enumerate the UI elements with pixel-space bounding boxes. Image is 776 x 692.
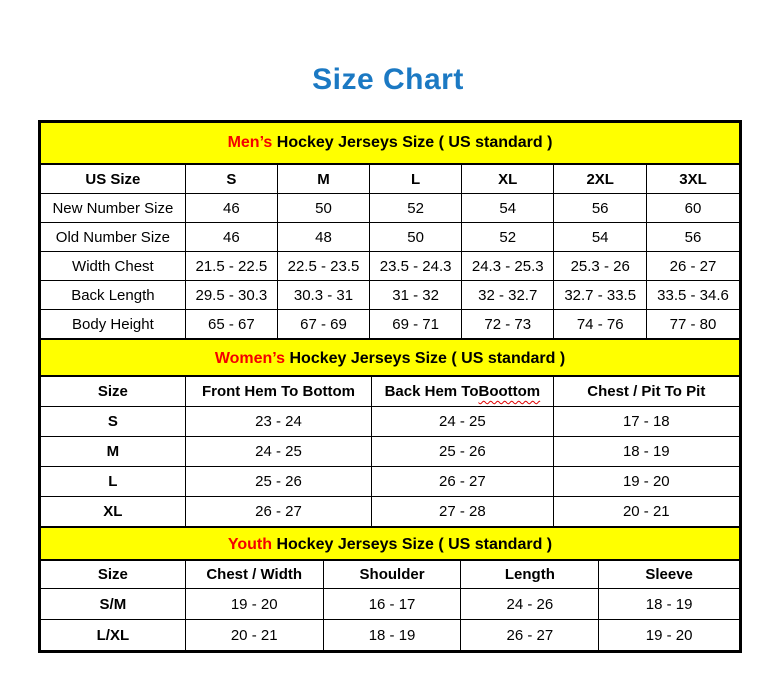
data-cell: 29.5 - 30.3	[185, 281, 277, 309]
header-row-mens	[41, 163, 739, 193]
data-cell: 26 - 27	[185, 497, 371, 526]
data-cell: 24 - 25	[185, 437, 371, 466]
row-label-cell: M	[106, 443, 120, 460]
data-cell: 48	[277, 223, 369, 251]
table-row	[41, 436, 739, 466]
section-band-mens	[41, 123, 739, 163]
data-cell: 67 - 69	[277, 310, 369, 338]
column-header-cell: L	[369, 165, 461, 193]
row-label-cell: New Number Size	[52, 199, 174, 217]
section-band-prefix: Women’s	[214, 350, 286, 367]
row-label-cell: S/M	[99, 595, 127, 613]
column-header-cell: US Size	[85, 170, 141, 188]
column-header-cell: XL	[461, 165, 553, 193]
data-cell: 72 - 73	[461, 310, 553, 338]
table-row	[41, 406, 739, 436]
data-cell: 18 - 19	[323, 620, 461, 650]
data-cell: 33.5 - 34.6	[646, 281, 739, 309]
data-cell: 56	[553, 194, 646, 222]
data-cell: 69 - 71	[369, 310, 461, 338]
section-band-prefix: Men’s	[227, 134, 273, 151]
data-cell: 25 - 26	[371, 437, 552, 466]
table-row	[41, 193, 739, 222]
row-label-cell: Width Chest	[72, 257, 154, 275]
row-label-cell: Body Height	[72, 315, 154, 333]
data-cell: 50	[277, 194, 369, 222]
data-cell: 46	[185, 194, 277, 222]
section-band-prefix: Youth	[227, 536, 272, 553]
column-header-cell: Shoulder	[323, 561, 461, 588]
data-cell: 46	[185, 223, 277, 251]
data-cell: 19 - 20	[185, 589, 323, 619]
header-row-womens	[41, 375, 739, 406]
data-cell: 18 - 19	[553, 437, 739, 466]
column-header-cell: Size	[97, 566, 128, 583]
column-header-cell: Length	[460, 561, 598, 588]
data-cell: 19 - 20	[553, 467, 739, 496]
data-cell: 65 - 67	[185, 310, 277, 338]
row-label-cell: L	[108, 473, 118, 490]
section-band-title: Hockey Jerseys Size ( US standard )	[285, 350, 566, 367]
column-header-cell: Size	[97, 383, 128, 400]
data-cell: 17 - 18	[553, 407, 739, 436]
data-cell: 52	[461, 223, 553, 251]
table-row	[41, 280, 739, 309]
table-row	[41, 466, 739, 496]
data-cell: 30.3 - 31	[277, 281, 369, 309]
data-cell: 26 - 27	[646, 252, 739, 280]
column-header-cell: M	[277, 165, 369, 193]
data-cell: 74 - 76	[553, 310, 646, 338]
size-chart-table	[38, 120, 742, 653]
section-band-title: Hockey Jerseys Size ( US standard )	[272, 536, 553, 553]
data-cell: 25 - 26	[185, 467, 371, 496]
data-cell: 24 - 25	[371, 407, 552, 436]
data-cell: 31 - 32	[369, 281, 461, 309]
data-cell: 23 - 24	[185, 407, 371, 436]
page-title: Size Chart	[312, 63, 464, 96]
table-row	[41, 619, 739, 650]
table-row	[41, 588, 739, 619]
table-row	[41, 309, 739, 338]
data-cell: 54	[461, 194, 553, 222]
section-band-womens	[41, 338, 739, 375]
table-row	[41, 222, 739, 251]
data-cell: 26 - 27	[460, 620, 598, 650]
table-row	[41, 251, 739, 280]
data-cell: 20 - 21	[185, 620, 323, 650]
data-cell: 21.5 - 22.5	[185, 252, 277, 280]
data-cell: 26 - 27	[371, 467, 552, 496]
column-header-cell: Back Hem To Boottom	[371, 377, 552, 406]
data-cell: 60	[646, 194, 739, 222]
section-band-youth	[41, 526, 739, 559]
section-band-title: Hockey Jerseys Size ( US standard )	[272, 134, 553, 151]
column-header-cell: Front Hem To Bottom	[185, 377, 371, 406]
data-cell: 50	[369, 223, 461, 251]
column-header-cell: 3XL	[646, 165, 739, 193]
table-row	[41, 496, 739, 526]
column-header-cell: S	[185, 165, 277, 193]
data-cell: 77 - 80	[646, 310, 739, 338]
data-cell: 25.3 - 26	[553, 252, 646, 280]
data-cell: 16 - 17	[323, 589, 461, 619]
row-label-cell: XL	[103, 503, 123, 520]
data-cell: 32.7 - 33.5	[553, 281, 646, 309]
data-cell: 18 - 19	[598, 589, 739, 619]
data-cell: 19 - 20	[598, 620, 739, 650]
data-cell: 32 - 32.7	[461, 281, 553, 309]
column-header-cell: Chest / Pit To Pit	[553, 377, 739, 406]
data-cell: 23.5 - 24.3	[369, 252, 461, 280]
row-label-cell: Back Length	[71, 286, 155, 304]
row-label-cell: Old Number Size	[55, 228, 170, 246]
data-cell: 24 - 26	[460, 589, 598, 619]
column-header-cell: Sleeve	[598, 561, 739, 588]
data-cell: 27 - 28	[371, 497, 552, 526]
data-cell: 24.3 - 25.3	[461, 252, 553, 280]
column-header-cell: 2XL	[553, 165, 646, 193]
column-header-cell: Chest / Width	[185, 561, 323, 588]
row-label-cell: L/XL	[96, 626, 130, 644]
data-cell: 20 - 21	[553, 497, 739, 526]
row-label-cell: S	[107, 413, 118, 430]
misspelled-word: Boottom	[478, 383, 541, 400]
data-cell: 22.5 - 23.5	[277, 252, 369, 280]
data-cell: 54	[553, 223, 646, 251]
data-cell: 52	[369, 194, 461, 222]
header-row-youth	[41, 559, 739, 588]
data-cell: 56	[646, 223, 739, 251]
